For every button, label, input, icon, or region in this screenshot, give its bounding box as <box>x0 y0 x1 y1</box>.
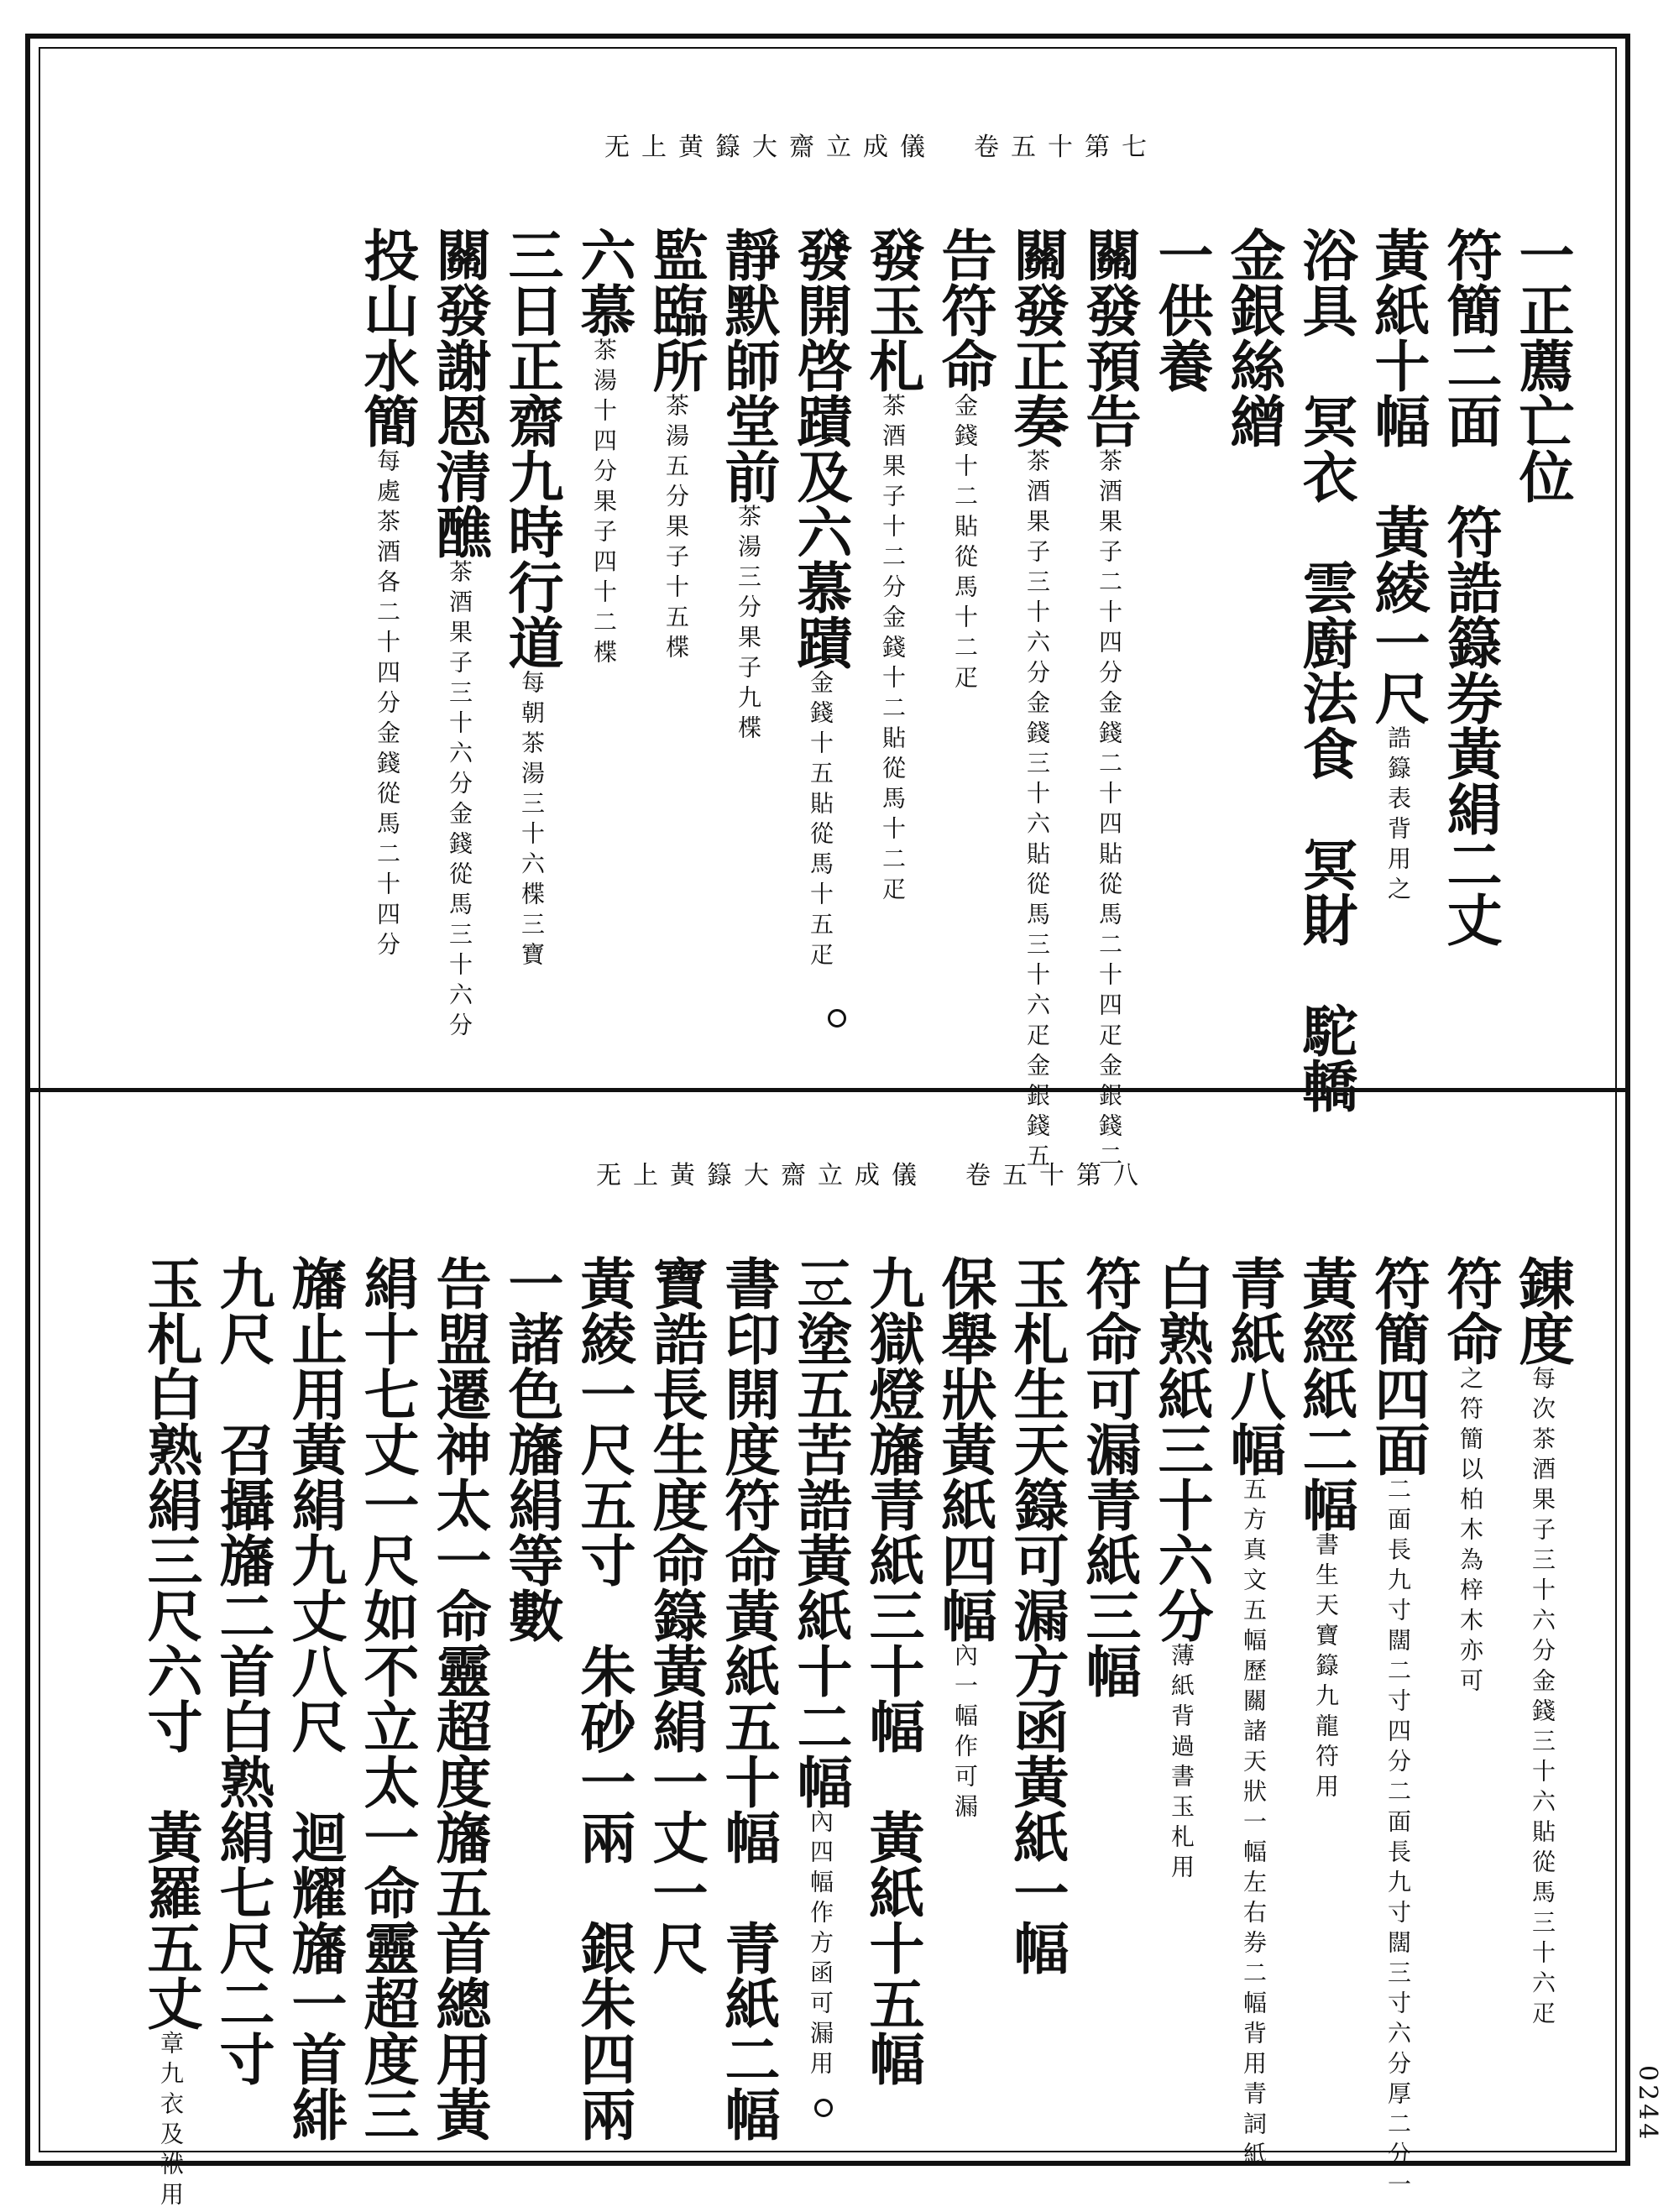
column-main-text: 旛止用黃絹九丈八尺 迴耀旛一首緋 <box>282 1255 348 2141</box>
column-note-text: 誥籙表背用之 <box>1384 725 1412 907</box>
column-note-text: 茶酒果子三十六分金錢三十六貼從馬三十六疋金銀錢五 <box>1023 448 1051 1174</box>
text-column <box>568 1255 640 2212</box>
column-main-text: 青紙八幅 <box>1221 1255 1286 1477</box>
column-note-text: 茶湯三分果子九楪 <box>735 504 762 745</box>
column-main-text: 黃綾一尺五寸 朱砂一兩 銀朱四兩 <box>571 1255 636 2141</box>
column-main-text: 發玉札 <box>860 227 925 393</box>
text-column <box>784 227 856 1174</box>
text-column <box>207 1255 279 2212</box>
column-note-text: 薄紙背過書玉札用 <box>1168 1643 1195 1885</box>
column-main-text: 監臨所 <box>643 227 709 393</box>
text-column <box>1506 227 1578 1174</box>
text-column <box>1001 1255 1073 2212</box>
page-number: 0244 <box>1633 2065 1662 2143</box>
text-column <box>1217 1255 1289 2212</box>
bottom-page <box>50 1154 1595 2212</box>
column-note-text: 章九衣及袱用 <box>157 2031 185 2212</box>
column-main-text: 書印開度符命黃紙五十幅 青紙二幅 <box>715 1255 781 2141</box>
column-main-text: 三日正齋九時行道 <box>499 227 564 670</box>
column-note-text: 二面長九寸闊二寸四分二面長九寸闊三寸六分厚二分一 <box>1384 1477 1412 2202</box>
column-main-text: 符命可漏青紙三幅 <box>1076 1255 1142 1698</box>
text-column <box>279 1255 351 2212</box>
top-page-header: 无上黄籙大齋立成儀 卷五十第七 <box>604 133 1159 162</box>
column-note-text: 茶酒果子三十六分金錢從馬三十六分 <box>446 559 473 1043</box>
text-column <box>640 227 712 1174</box>
text-column <box>712 227 784 1174</box>
column-main-text: 黃紙十幅 黃綾一尺 <box>1365 227 1431 725</box>
column-main-text: 一供養 <box>1148 227 1214 393</box>
text-column <box>1362 227 1434 1174</box>
column-main-text: 符命 <box>1437 1255 1503 1366</box>
column-main-text: 九尺 召攝旛二首白熟絹七尺二寸 <box>210 1255 275 2086</box>
column-main-text: 符簡四面 <box>1365 1255 1431 1477</box>
column-note-text: 每次茶酒果子三十六分金錢三十六貼從馬三十六疋 <box>1529 1366 1556 2031</box>
column-note-text: 茶湯五分果子十五楪 <box>662 393 690 665</box>
text-column <box>640 1255 712 2212</box>
text-column <box>1217 227 1289 1174</box>
text-column <box>134 1255 207 2212</box>
column-note-text: 內一幅作可漏 <box>951 1643 979 1824</box>
text-column <box>1073 227 1145 1174</box>
column-main-text: 關發預告 <box>1076 227 1142 448</box>
text-column <box>1434 227 1506 1174</box>
text-column <box>1289 1255 1362 2212</box>
column-main-text: 錬度 <box>1509 1255 1575 1366</box>
column-note-text: 茶酒果子二十四分金錢二十四貼從馬二十四疋金銀錢二 <box>1096 448 1123 1174</box>
text-column <box>1001 227 1073 1174</box>
text-column <box>1145 1255 1217 2212</box>
column-main-text: 符簡二面 符誥籙券黃絹二丈 <box>1437 227 1503 947</box>
text-column <box>1145 227 1217 1174</box>
column-main-text: 六慕 <box>571 227 636 337</box>
text-column <box>1434 1255 1506 2212</box>
column-main-text: 一正薦亡位 <box>1509 227 1575 504</box>
text-column <box>351 1255 423 2212</box>
text-column <box>423 227 495 1174</box>
top-columns <box>351 227 1578 1174</box>
bottom-columns <box>134 1255 1578 2212</box>
text-column <box>1506 1255 1578 2212</box>
column-main-text: 一諸色旛絹等數 <box>499 1255 564 1643</box>
text-column <box>351 227 423 1174</box>
column-main-text: 金銀絲繒 <box>1221 227 1286 448</box>
column-note-text: 每處茶酒各二十四分金錢從馬二十四分 <box>374 448 401 962</box>
text-column <box>1073 1255 1145 2212</box>
column-note-text: 書生天寶籙九龍符用 <box>1312 1532 1340 1804</box>
text-column <box>856 1255 928 2212</box>
column-main-text: 發開啓蹟及六慕蹟 <box>787 227 853 670</box>
column-main-text: 九獄燈旛青紙三十幅 黃紙十五幅 <box>860 1255 925 2086</box>
column-main-text: 玉札生天籙可漏方函黃紙一幅 <box>1004 1255 1070 1975</box>
text-column <box>784 1255 856 2212</box>
column-main-text: 三塗五苦誥黃紙十二幅 <box>787 1255 853 1809</box>
text-column <box>1362 1255 1434 2212</box>
column-main-text: 黃經紙二幅 <box>1293 1255 1358 1532</box>
column-note-text: 內四幅作方函可漏用 <box>807 1809 834 2081</box>
text-column <box>495 1255 568 2212</box>
column-note-text: 金錢十五貼從馬十五疋 <box>807 670 834 972</box>
column-note-text: 金錢十二貼從馬十二疋 <box>951 393 979 695</box>
column-main-text: 關發正奏 <box>1004 227 1070 448</box>
text-column <box>712 1255 784 2212</box>
column-main-text: 寶誥長生度命籙黃絹一丈一尺 <box>643 1255 709 1975</box>
column-note-text: 五方真文五幅歷關諸天狀一幅左右券二幅背用青詞紙 <box>1240 1477 1268 2172</box>
text-column <box>928 227 1001 1174</box>
text-column <box>423 1255 495 2212</box>
bottom-page-header: 无上黃籙大齋立成儀 卷五十第八 <box>596 1161 1150 1190</box>
text-column <box>1289 227 1362 1174</box>
column-main-text: 投山水簡 <box>354 227 420 448</box>
column-main-text: 告盟遷神太一命靈超度旛五首總用黃 <box>426 1255 492 2141</box>
text-column <box>928 1255 1001 2212</box>
text-column <box>495 227 568 1174</box>
top-page <box>50 126 1595 1174</box>
column-main-text: 白熟紙三十六分 <box>1148 1255 1214 1643</box>
column-note-text: 之符簡以柏木為梓木亦可 <box>1457 1366 1484 1698</box>
column-main-text: 關發謝恩清醮 <box>426 227 492 559</box>
text-column <box>856 227 928 1174</box>
column-main-text: 靜默師堂前 <box>715 227 781 504</box>
column-main-text: 浴具 冥衣 雲廚法食 冥財 駝轎 <box>1293 227 1358 1113</box>
column-main-text: 絹十七丈一尺如不立太一命靈超度三 <box>354 1255 420 2141</box>
text-column <box>568 227 640 1174</box>
column-main-text: 玉札白熟絹三尺六寸 黃羅五丈 <box>138 1255 203 2031</box>
column-note-text: 茶湯十四分果子四十二楪 <box>590 337 618 670</box>
column-note-text: 茶酒果子十二分金錢十二貼從馬十二疋 <box>879 393 907 907</box>
column-main-text: 告符命 <box>932 227 997 393</box>
column-note-text: 每朝茶湯三十六楪三寶 <box>518 670 546 972</box>
column-main-text: 保舉狀黃紙四幅 <box>932 1255 997 1643</box>
